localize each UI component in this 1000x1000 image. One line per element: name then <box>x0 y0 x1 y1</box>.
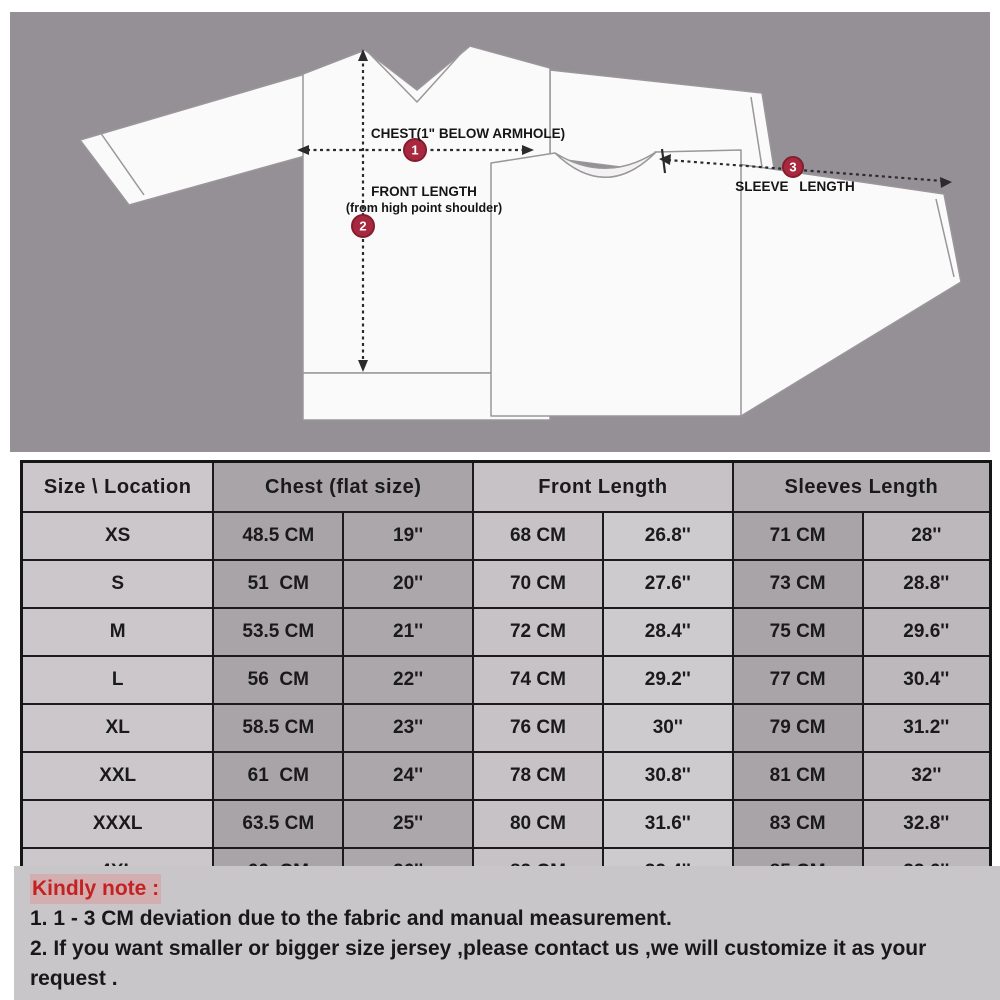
table-cell: XXL <box>22 752 214 800</box>
size-row-xxxl <box>22 800 991 848</box>
table-cell: 28.4'' <box>603 608 733 656</box>
header-sleeves-length: Sleeves Length <box>733 462 991 513</box>
table-cell: 30.4'' <box>863 656 991 704</box>
table-cell: 28'' <box>863 512 991 560</box>
table-cell: 74 CM <box>473 656 603 704</box>
table-cell: 30.8'' <box>603 752 733 800</box>
table-cell: 73 CM <box>733 560 863 608</box>
table-cell: 53.5 CM <box>213 608 343 656</box>
table-cell: 24'' <box>343 752 473 800</box>
table-cell: 48.5 CM <box>213 512 343 560</box>
table-cell: M <box>22 608 214 656</box>
table-cell: 31.2'' <box>863 704 991 752</box>
measurement-diagram-svg <box>10 12 990 452</box>
table-cell: 81 CM <box>733 752 863 800</box>
table-cell: 79 CM <box>733 704 863 752</box>
table-cell: 58.5 CM <box>213 704 343 752</box>
table-cell: 22'' <box>343 656 473 704</box>
table-cell: 68 CM <box>473 512 603 560</box>
table-cell: XXXL <box>22 800 214 848</box>
table-cell: 29.2'' <box>603 656 733 704</box>
table-cell: 29.6'' <box>863 608 991 656</box>
table-cell: 63.5 CM <box>213 800 343 848</box>
table-cell: 31.6'' <box>603 800 733 848</box>
note-item-2: 2. If you want smaller or bigger size jersey ,please contact us ,we will customize it as your request . <box>30 937 927 990</box>
table-cell: 75 CM <box>733 608 863 656</box>
table-cell: 21'' <box>343 608 473 656</box>
table-cell: 32'' <box>863 752 991 800</box>
front-length-sublabel: (from high point shoulder) <box>345 201 503 215</box>
table-cell: 25'' <box>343 800 473 848</box>
table-cell: 32.8'' <box>863 800 991 848</box>
table-cell: L <box>22 656 214 704</box>
table-cell: 30'' <box>603 704 733 752</box>
table-header-row <box>22 462 991 513</box>
marker-2-number: 2 <box>359 218 367 234</box>
marker-1-number: 1 <box>411 142 419 158</box>
table-cell: XS <box>22 512 214 560</box>
table-cell: 71 CM <box>733 512 863 560</box>
table-cell: 27.6'' <box>603 560 733 608</box>
table-cell: 70 CM <box>473 560 603 608</box>
header-size-location: Size \ Location <box>22 462 214 513</box>
table-cell: 23'' <box>343 704 473 752</box>
table-cell: 77 CM <box>733 656 863 704</box>
chest-measure-label: CHEST(1" BELOW ARMHOLE) <box>370 126 566 141</box>
size-row-xxl <box>22 752 991 800</box>
table-cell: 19'' <box>343 512 473 560</box>
table-cell: 72 CM <box>473 608 603 656</box>
sleeve-length-label: SLEEVE LENGTH <box>735 179 855 194</box>
size-row-xl <box>22 704 991 752</box>
header-front-length: Front Length <box>473 462 733 513</box>
header-chest: Chest (flat size) <box>213 462 473 513</box>
kindly-note-title: Kindly note : <box>30 874 161 904</box>
table-cell: 51 CM <box>213 560 343 608</box>
table-cell: 28.8'' <box>863 560 991 608</box>
table-cell: 76 CM <box>473 704 603 752</box>
size-row-m <box>22 608 991 656</box>
kindly-note-section <box>14 866 1000 1000</box>
size-row-xs <box>22 512 991 560</box>
back-body <box>491 150 741 416</box>
marker-3-number: 3 <box>789 159 797 175</box>
table-cell: 56 CM <box>213 656 343 704</box>
table-cell: XL <box>22 704 214 752</box>
size-row-s <box>22 560 991 608</box>
note-item-1: 1. 1 - 3 CM deviation due to the fabric and manual measurement. <box>30 907 672 930</box>
table-cell: 20'' <box>343 560 473 608</box>
table-cell: 61 CM <box>213 752 343 800</box>
table-cell: 80 CM <box>473 800 603 848</box>
measurement-diagram <box>10 12 990 452</box>
table-cell: 78 CM <box>473 752 603 800</box>
size-row-l <box>22 656 991 704</box>
table-cell: S <box>22 560 214 608</box>
front-length-label: FRONT LENGTH <box>371 184 477 199</box>
table-cell: 83 CM <box>733 800 863 848</box>
table-cell: 26.8'' <box>603 512 733 560</box>
size-chart-table <box>20 460 992 898</box>
